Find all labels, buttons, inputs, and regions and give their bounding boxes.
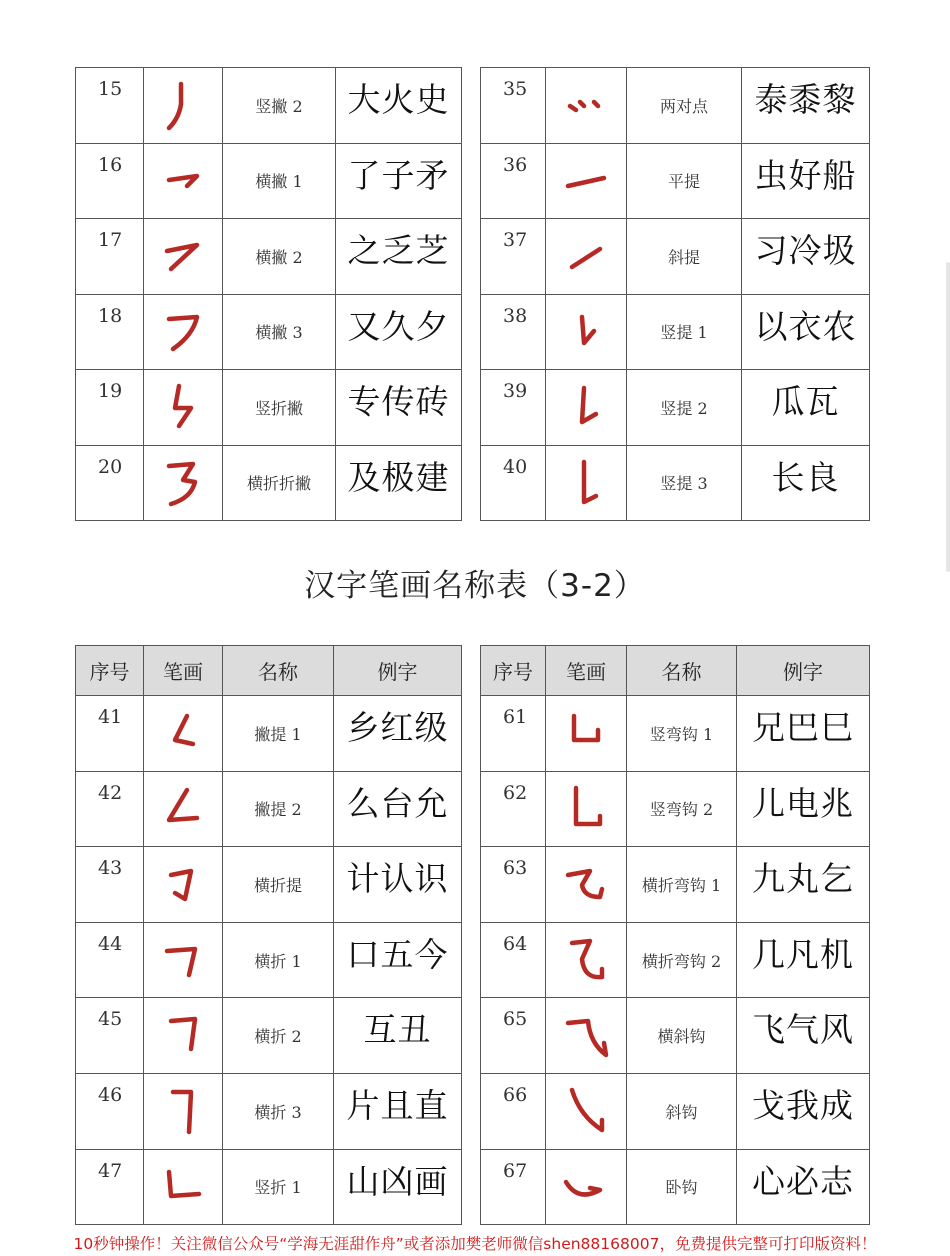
column-gap xyxy=(462,1073,481,1149)
example-chars: 计认识 xyxy=(334,847,462,923)
stroke-glyph-heng-zhe-ti-icon xyxy=(144,847,223,923)
stroke-name: 斜提 xyxy=(627,219,742,295)
header-num: 序号 xyxy=(76,646,144,696)
scroll-edge xyxy=(946,262,950,572)
row-num: 37 xyxy=(481,219,546,295)
column-gap xyxy=(462,68,481,144)
row-num: 66 xyxy=(481,1073,546,1149)
stroke-name: 横折弯钩 1 xyxy=(627,847,737,923)
stroke-glyph-flat-rise-icon xyxy=(546,143,627,219)
row-num: 67 xyxy=(481,1149,546,1225)
stroke-table-bottom xyxy=(75,645,870,1225)
example-chars: 乡红级 xyxy=(334,696,462,772)
stroke-name: 斜钩 xyxy=(627,1073,737,1149)
row-num: 47 xyxy=(76,1149,144,1225)
column-gap xyxy=(462,1149,481,1225)
example-chars: 九丸乞 xyxy=(737,847,870,923)
table-row xyxy=(76,445,870,521)
example-chars: 泰黍黎 xyxy=(742,68,870,144)
stroke-name: 横撇 2 xyxy=(223,219,336,295)
column-gap xyxy=(462,922,481,998)
row-num: 44 xyxy=(76,922,144,998)
column-gap xyxy=(462,847,481,923)
example-chars: 及极建 xyxy=(336,445,462,521)
stroke-glyph-shu-wan-gou-1-icon xyxy=(546,696,627,772)
header-example: 例字 xyxy=(737,646,870,696)
example-chars: 几凡机 xyxy=(737,922,870,998)
stroke-name: 平提 xyxy=(627,143,742,219)
stroke-glyph-heng-zhe-zhe-pie-icon xyxy=(144,445,223,521)
row-num: 45 xyxy=(76,998,144,1074)
stroke-glyph-wo-gou-icon xyxy=(546,1149,627,1225)
stroke-glyph-heng-zhe-wan-gou-1-icon xyxy=(546,847,627,923)
table-row xyxy=(76,143,870,219)
example-chars: 飞气风 xyxy=(737,998,870,1074)
header-name: 名称 xyxy=(223,646,334,696)
row-num: 40 xyxy=(481,445,546,521)
row-num: 62 xyxy=(481,771,546,847)
stroke-glyph-pie-ti-1-icon xyxy=(144,696,223,772)
stroke-name: 卧钩 xyxy=(627,1149,737,1225)
row-num: 41 xyxy=(76,696,144,772)
table-row xyxy=(76,771,870,847)
column-gap xyxy=(462,219,481,295)
row-num: 17 xyxy=(76,219,144,295)
table-row xyxy=(76,294,870,370)
header-num: 序号 xyxy=(481,646,546,696)
example-chars: 瓜瓦 xyxy=(742,370,870,446)
stroke-glyph-xie-gou-icon xyxy=(546,1073,627,1149)
row-num: 42 xyxy=(76,771,144,847)
stroke-name: 撇提 2 xyxy=(223,771,334,847)
row-num: 18 xyxy=(76,294,144,370)
example-chars: 互丑 xyxy=(334,998,462,1074)
table-row xyxy=(76,1149,870,1225)
row-num: 20 xyxy=(76,445,144,521)
stroke-glyph-shu-ti-2-icon xyxy=(546,370,627,446)
row-num: 38 xyxy=(481,294,546,370)
row-num: 15 xyxy=(76,68,144,144)
column-gap xyxy=(462,771,481,847)
stroke-name: 横折 3 xyxy=(223,1073,334,1149)
example-chars: 山凶画 xyxy=(334,1149,462,1225)
example-chars: 大火史 xyxy=(336,68,462,144)
row-num: 43 xyxy=(76,847,144,923)
stroke-name: 横折弯钩 2 xyxy=(627,922,737,998)
example-chars: 口五今 xyxy=(334,922,462,998)
example-chars: 片且直 xyxy=(334,1073,462,1149)
example-chars: 儿电兆 xyxy=(737,771,870,847)
table-row xyxy=(76,847,870,923)
stroke-name: 竖提 1 xyxy=(627,294,742,370)
stroke-name: 两对点 xyxy=(627,68,742,144)
stroke-table-top xyxy=(75,67,870,521)
stroke-glyph-heng-pie-3-icon xyxy=(144,294,223,370)
example-chars: 兄巴巳 xyxy=(737,696,870,772)
column-gap xyxy=(462,696,481,772)
row-num: 64 xyxy=(481,922,546,998)
stroke-name: 横折提 xyxy=(223,847,334,923)
stroke-name: 横折 1 xyxy=(223,922,334,998)
column-gap xyxy=(462,998,481,1074)
stroke-glyph-heng-zhe-1-icon xyxy=(144,922,223,998)
stroke-name: 横折折撇 xyxy=(223,445,336,521)
table-row xyxy=(76,1073,870,1149)
section-title: 汉字笔画名称表（3-2） xyxy=(304,568,646,604)
row-num: 35 xyxy=(481,68,546,144)
row-num: 61 xyxy=(481,696,546,772)
stroke-name: 横折 2 xyxy=(223,998,334,1074)
example-chars: 么台允 xyxy=(334,771,462,847)
stroke-name: 横撇 1 xyxy=(223,143,336,219)
row-num: 46 xyxy=(76,1073,144,1149)
column-gap xyxy=(462,445,481,521)
example-chars: 之乏芝 xyxy=(336,219,462,295)
stroke-name: 竖撇 2 xyxy=(223,68,336,144)
stroke-glyph-heng-pie-1-icon xyxy=(144,143,223,219)
example-chars: 又久夕 xyxy=(336,294,462,370)
header-name: 名称 xyxy=(627,646,737,696)
example-chars: 戈我成 xyxy=(737,1073,870,1149)
row-num: 36 xyxy=(481,143,546,219)
row-num: 63 xyxy=(481,847,546,923)
column-gap xyxy=(462,370,481,446)
stroke-glyph-shu-ti-3-icon xyxy=(546,445,627,521)
example-chars: 心必志 xyxy=(737,1149,870,1225)
header-stroke: 笔画 xyxy=(546,646,627,696)
example-chars: 以衣农 xyxy=(742,294,870,370)
stroke-name: 竖弯钩 1 xyxy=(627,696,737,772)
row-num: 65 xyxy=(481,998,546,1074)
column-gap xyxy=(462,143,481,219)
stroke-name: 横撇 3 xyxy=(223,294,336,370)
example-chars: 习冷圾 xyxy=(742,219,870,295)
row-num: 16 xyxy=(76,143,144,219)
column-gap xyxy=(462,294,481,370)
row-num: 19 xyxy=(76,370,144,446)
table-row xyxy=(76,922,870,998)
stroke-glyph-heng-zhe-3-icon xyxy=(144,1073,223,1149)
stroke-glyph-two-dots-icon xyxy=(546,68,627,144)
stroke-glyph-slant-rise-icon xyxy=(546,219,627,295)
stroke-name: 竖折 1 xyxy=(223,1149,334,1225)
table-row xyxy=(76,370,870,446)
footer-notice: 10秒钟操作！关注微信公众号“学海无涯甜作舟”或者添加樊老师微信shen88168007，免费提供完整可打印版资料！ xyxy=(73,1235,877,1253)
example-chars: 虫好船 xyxy=(742,143,870,219)
example-chars: 了子矛 xyxy=(336,143,462,219)
table-header-row xyxy=(76,646,870,696)
stroke-name: 竖提 2 xyxy=(627,370,742,446)
stroke-glyph-shu-zhe-pie-icon xyxy=(144,370,223,446)
stroke-name: 竖折撇 xyxy=(223,370,336,446)
stroke-glyph-piě-shù-variant-icon xyxy=(144,68,223,144)
row-num: 39 xyxy=(481,370,546,446)
table-row xyxy=(76,696,870,772)
stroke-glyph-pie-ti-2-icon xyxy=(144,771,223,847)
stroke-glyph-heng-pie-2-icon xyxy=(144,219,223,295)
example-chars: 专传砖 xyxy=(336,370,462,446)
stroke-glyph-shu-ti-1-icon xyxy=(546,294,627,370)
table-row xyxy=(76,219,870,295)
example-chars: 长良 xyxy=(742,445,870,521)
stroke-name: 横斜钩 xyxy=(627,998,737,1074)
stroke-glyph-shu-zhe-1-icon xyxy=(144,1149,223,1225)
stroke-glyph-heng-xie-gou-icon xyxy=(546,998,627,1074)
header-stroke: 笔画 xyxy=(144,646,223,696)
stroke-name: 竖提 3 xyxy=(627,445,742,521)
table-row xyxy=(76,68,870,144)
stroke-glyph-heng-zhe-wan-gou-2-icon xyxy=(546,922,627,998)
table-row xyxy=(76,998,870,1074)
stroke-glyph-shu-wan-gou-2-icon xyxy=(546,771,627,847)
stroke-glyph-heng-zhe-2-icon xyxy=(144,998,223,1074)
stroke-name: 撇提 1 xyxy=(223,696,334,772)
header-example: 例字 xyxy=(334,646,462,696)
stroke-name: 竖弯钩 2 xyxy=(627,771,737,847)
column-gap xyxy=(462,646,481,696)
